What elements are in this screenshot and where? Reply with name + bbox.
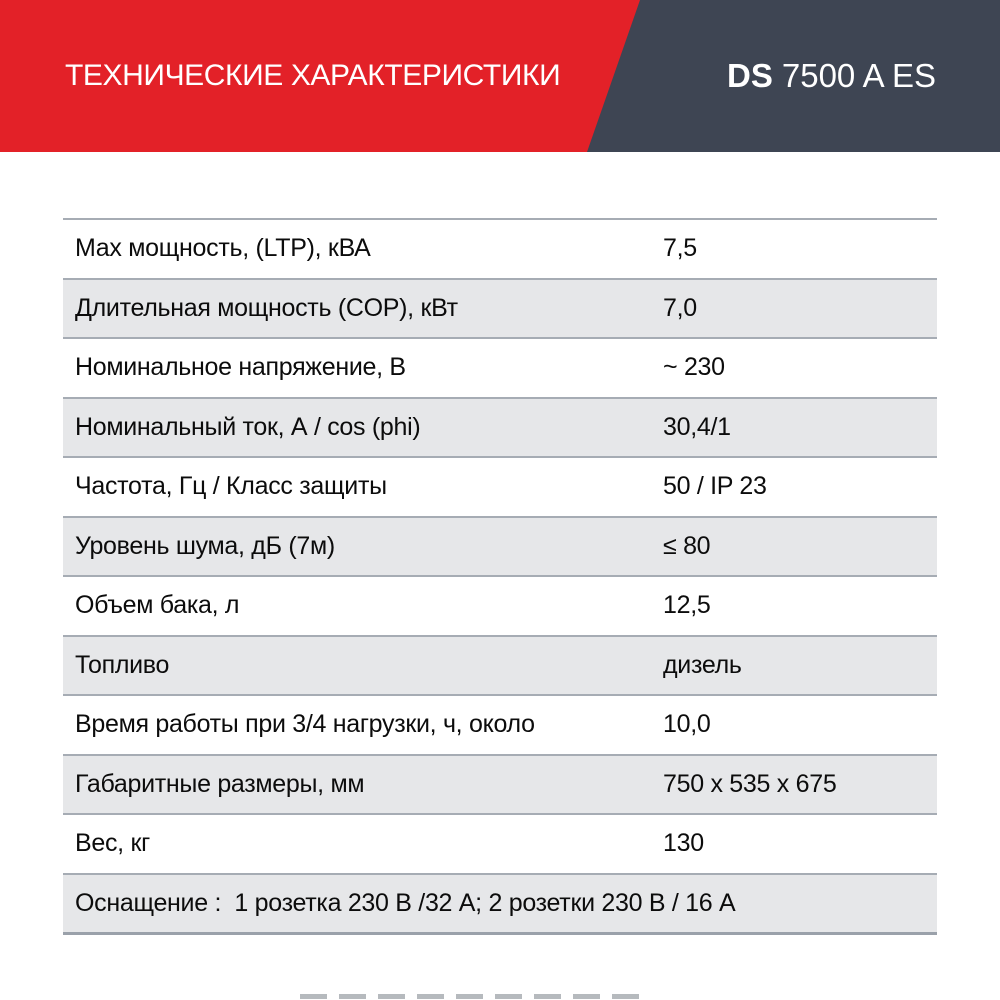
spec-label: Время работы при 3/4 нагрузки, ч, около [75, 710, 535, 739]
spec-label: Объем бака, л [75, 591, 240, 620]
page-title: ТЕХНИЧЕСКИЕ ХАРАКТЕРИСТИКИ [65, 59, 561, 92]
spec-value: дизель [663, 650, 742, 679]
spec-label: Топливо [75, 650, 170, 679]
spec-label: Габаритные размеры, мм [75, 769, 365, 798]
table-row [63, 813, 937, 873]
spec-value: 750 х 535 х 675 [663, 769, 837, 798]
spec-value: 7,0 [663, 293, 697, 322]
spec-value: ≤ 80 [663, 531, 711, 560]
barcode-fragment [300, 994, 646, 999]
spec-label: Частота, Гц / Класс защиты [75, 472, 387, 501]
spec-label: Уровень шума, дБ (7м) [75, 531, 335, 560]
table-row [63, 694, 937, 754]
table-row-equipment [63, 873, 937, 933]
table-row [63, 754, 937, 814]
table-row [63, 278, 937, 338]
model-series-label: DS [727, 57, 773, 94]
table-row [63, 575, 937, 635]
header-banner [0, 0, 1000, 152]
equipment-label: Оснащение : 1 розетка 230 В /32 А; 2 розетки 230 В / 16 А [75, 888, 736, 917]
spec-value: 30,4/1 [663, 412, 731, 441]
spec-label: Вес, кг [75, 829, 150, 858]
spec-value: 130 [663, 829, 704, 858]
spec-label: Длительная мощность (COP), кВт [75, 293, 458, 322]
spec-value: 7,5 [663, 234, 697, 263]
spec-value: 10,0 [663, 710, 711, 739]
table-row [63, 218, 937, 278]
table-row [63, 337, 937, 397]
spec-value: 12,5 [663, 591, 711, 620]
spec-label: Мах мощность, (LTP), кВА [75, 234, 371, 263]
model-number-label: 7500 A ES [781, 57, 936, 94]
table-row [63, 516, 937, 576]
table-row [63, 635, 937, 695]
spec-label: Номинальное напряжение, В [75, 353, 406, 382]
spec-value: ~ 230 [663, 353, 725, 382]
model-badge [727, 0, 936, 152]
table-row [63, 456, 937, 516]
spec-table [63, 218, 937, 935]
spec-value: 50 / IP 23 [663, 472, 767, 501]
table-row [63, 397, 937, 457]
spec-label: Номинальный ток, А / cos (phi) [75, 412, 421, 441]
